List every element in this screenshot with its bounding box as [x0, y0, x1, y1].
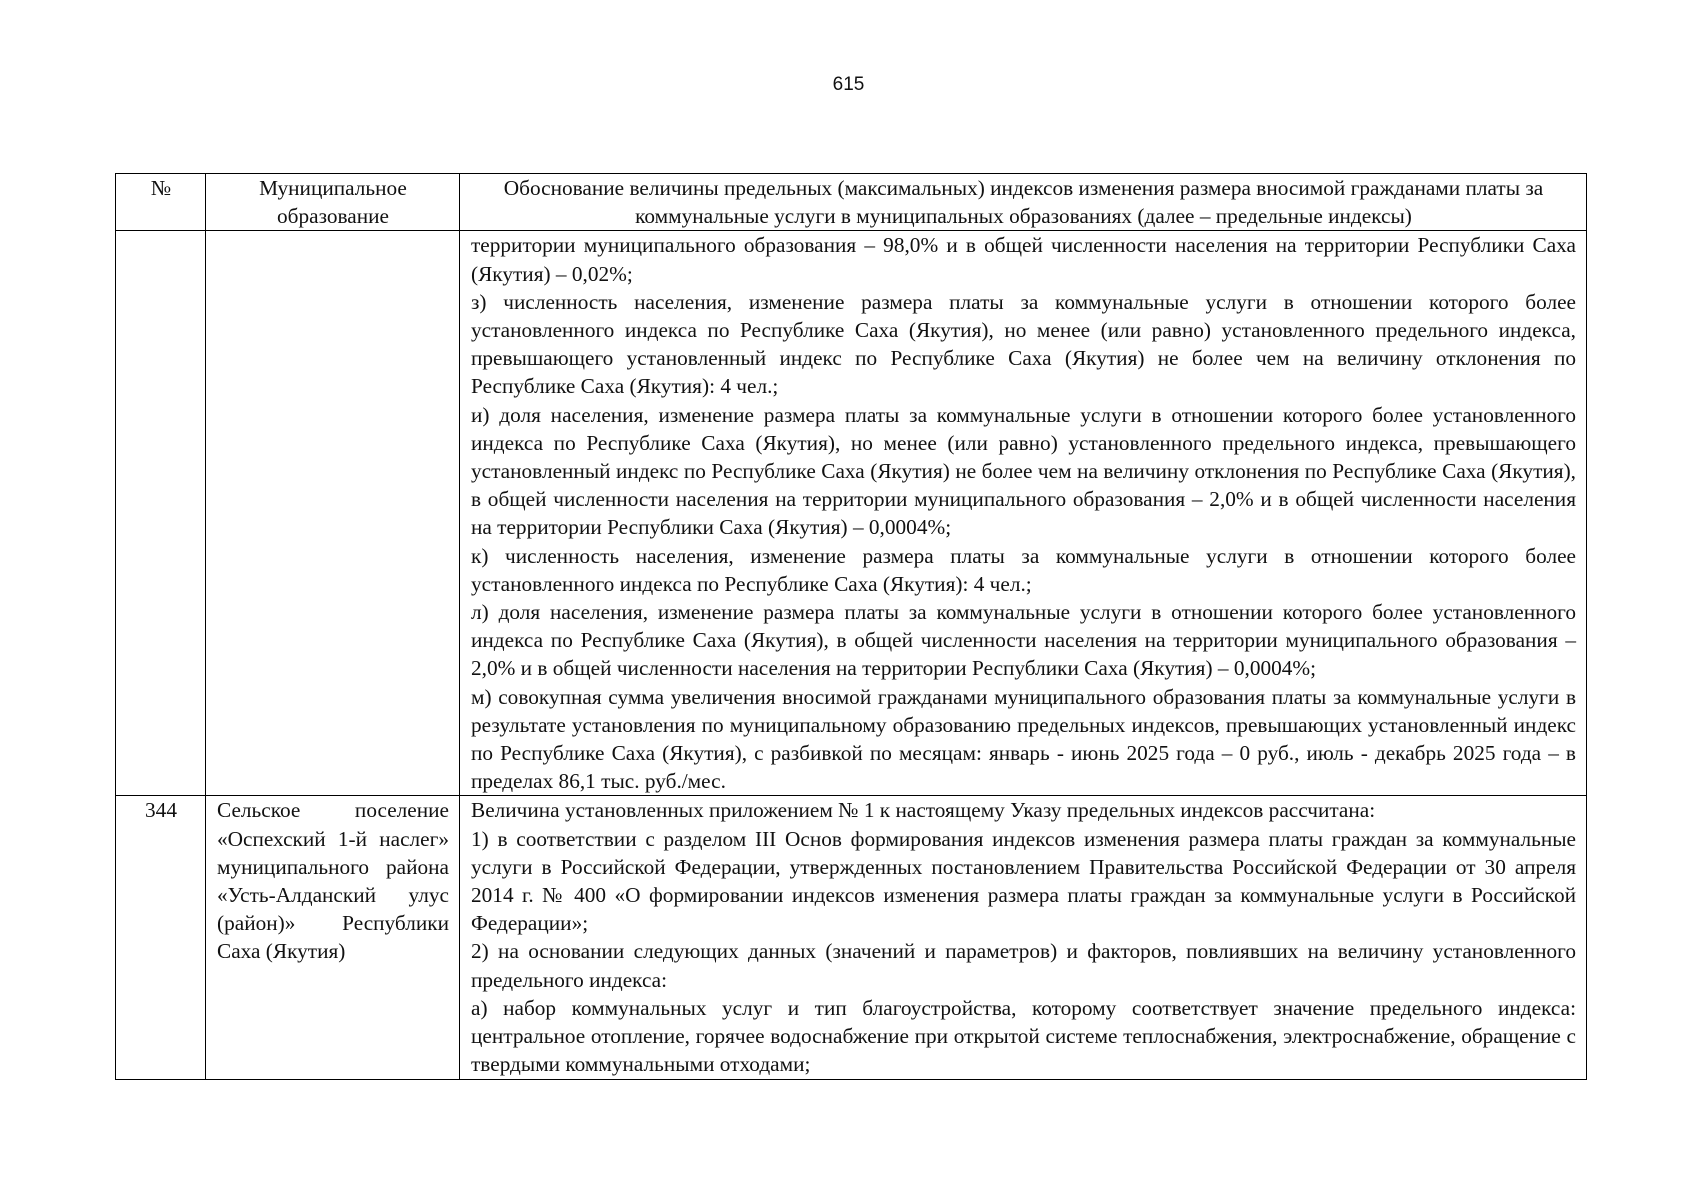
row-justification	[460, 796, 1587, 1079]
row-num	[116, 231, 206, 796]
justification-paragraph: а) набор коммунальных услуг и тип благоустройства, которому соответствует значение предельного индекса: центральное отопление, горячее водоснабжение при открытой системе теплоснабжения, электроснабжение, обращение с твердыми коммунальными отходами;	[471, 995, 1576, 1077]
justification-paragraph: л) доля населения, изменение размера платы за коммунальные услуги в отношении которого более установленного индекса по Республике Саха (Якутия), в общей численности населения на территории муниципального образования – 2,0% и в общей численности населения на территории Республики Саха (Якутия) – 0,0004%;	[471, 600, 1576, 681]
row-justification	[460, 231, 1587, 796]
table-row	[116, 231, 1587, 796]
row-num: 344	[116, 796, 206, 1079]
header-num: №	[116, 174, 206, 231]
page-number: 615	[832, 74, 865, 95]
justification-table	[115, 173, 1587, 1080]
row-municipality	[206, 231, 460, 796]
justification-paragraph: территории муниципального образования – 98,0% и в общей численности населения на территории Республики Саха (Якутия) – 0,02%;	[471, 233, 1576, 286]
justification-paragraph: з) численность населения, изменение размера платы за коммунальные услуги в отношении которого более установленного индекса по Республике Саха (Якутия), но менее (или равно) установленного предельного индекса, превышающего установленный индекс по Республике Саха (Якутия) не более чем на величину отклонения по Республике Саха (Якутия): 4 чел.;	[471, 289, 1576, 399]
header-municipality: Муниципальное образование	[206, 174, 460, 231]
table-row	[116, 796, 1587, 1079]
justification-paragraph: 2) на основании следующих данных (значений и параметров) и факторов, повлиявших на величину установленного предельного индекса:	[471, 939, 1576, 992]
table-header-row	[116, 174, 1587, 231]
header-justification: Обоснование величины предельных (максимальных) индексов изменения размера вносимой гражданами платы за коммунальные услуги в муниципальных образованиях (далее – предельные индексы)	[460, 174, 1587, 231]
row-municipality: Сельское поселение «Оспехский 1-й наслег» муниципального района «Усть-Алданский улус (район)» Республики Саха (Якутия)	[206, 796, 460, 1079]
justification-paragraph: Величина установленных приложением № 1 к настоящему Указу предельных индексов рассчитана:	[471, 798, 1376, 823]
justification-paragraph: м) совокупная сумма увеличения вносимой гражданами муниципального образования платы за коммунальные услуги в результате установления по муниципальному образованию предельных индексов, превышающих установленный индекс по Республике Саха (Якутия), с разбивкой по месяцам: январь - июнь 2025 года – 0 руб., июль - декабрь 2025 года – в пределах 86,1 тыс. руб./мес.	[471, 684, 1576, 794]
justification-paragraph: и) доля населения, изменение размера платы за коммунальные услуги в отношении которого более установленного индекса по Республике Саха (Якутия), но менее (или равно) установленного предельного индекса, превышающего установленный индекс по Республике Саха (Якутия) не более чем на величину отклонения по Республике Саха (Якутия), в общей численности населения на территории муниципального образования – 2,0% и в общей численности населения на территории Республики Саха (Якутия) – 0,0004%;	[471, 402, 1576, 540]
justification-paragraph: 1) в соответствии с разделом III Основ формирования индексов изменения размера платы граждан за коммунальные услуги в Российской Федерации, утвержденных постановлением Правительства Российской Федерации от 30 апреля 2014 г. № 400 «О формировании индексов изменения размера платы граждан за коммунальные услуги в Российской Федерации»;	[471, 826, 1576, 936]
justification-paragraph: к) численность населения, изменение размера платы за коммунальные услуги в отношении которого более установленного индекса по Республике Саха (Якутия): 4 чел.;	[471, 543, 1576, 596]
